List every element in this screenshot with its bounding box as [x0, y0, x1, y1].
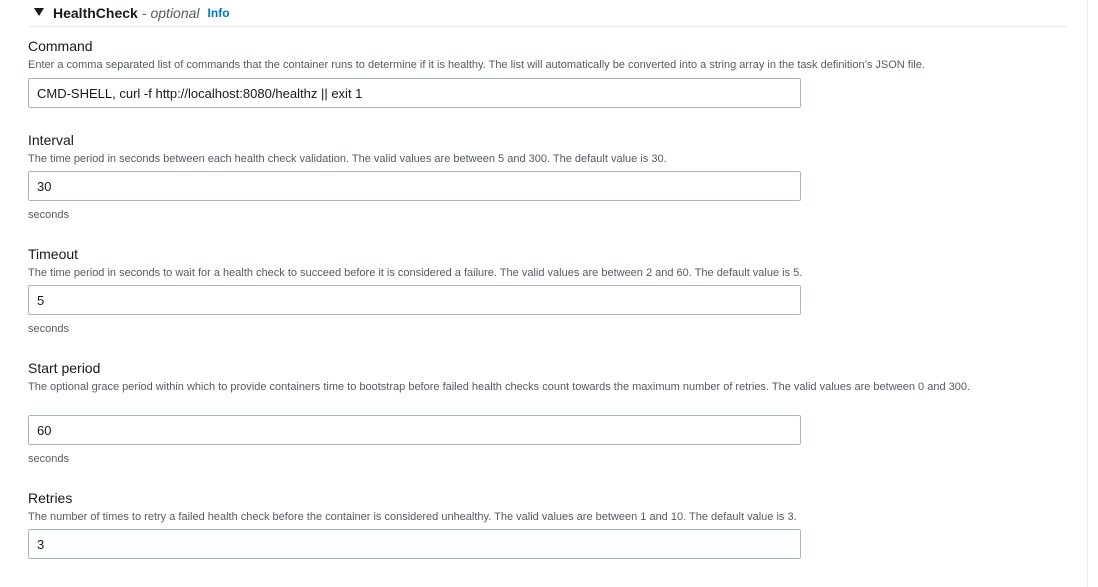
healthcheck-section-header[interactable]	[28, 0, 1068, 27]
retries-field	[28, 490, 1078, 525]
start-period-label: Start period	[28, 360, 101, 376]
caret-down-icon[interactable]	[34, 8, 44, 16]
retries-input[interactable]	[28, 529, 801, 559]
start-period-unit: seconds	[28, 453, 69, 465]
command-description: Enter a comma separated list of commands that the container runs to determine if it is healthy. The list will automatically be converted into a string array in the task definition’s JSON file.	[28, 59, 925, 71]
interval-field	[28, 132, 1078, 221]
section-title: HealthCheck	[53, 5, 138, 21]
interval-input[interactable]	[28, 171, 801, 201]
start-period-input[interactable]	[28, 415, 801, 445]
interval-description: The time period in seconds between each health check validation. The valid values are between 5 and 300. The default value is 30.	[28, 153, 667, 165]
optional-label: optional	[150, 5, 200, 21]
info-link[interactable]: Info	[207, 6, 230, 20]
timeout-unit: seconds	[28, 323, 69, 335]
timeout-input[interactable]	[28, 285, 801, 315]
interval-unit: seconds	[28, 209, 69, 221]
command-input[interactable]	[28, 78, 801, 108]
timeout-description: The time period in seconds to wait for a health check to succeed before it is considered a failure. The valid values are between 2 and 60. The default value is 5.	[28, 267, 803, 279]
interval-label: Interval	[28, 132, 74, 148]
command-label: Command	[28, 38, 93, 54]
start-period-field	[28, 360, 1078, 465]
command-field	[28, 38, 1078, 73]
section-separator: -	[141, 5, 147, 21]
timeout-label: Timeout	[28, 246, 79, 262]
timeout-field	[28, 246, 1078, 335]
start-period-description: The optional grace period within which to provide containers time to bootstrap before failed health checks count towards the maximum number of retries. The valid values are between 0 and 300.	[28, 381, 971, 393]
retries-description: The number of times to retry a failed health check before the container is considered unhealthy. The valid values are between 1 and 10. The default value is 3.	[28, 511, 797, 523]
retries-label: Retries	[28, 490, 73, 506]
